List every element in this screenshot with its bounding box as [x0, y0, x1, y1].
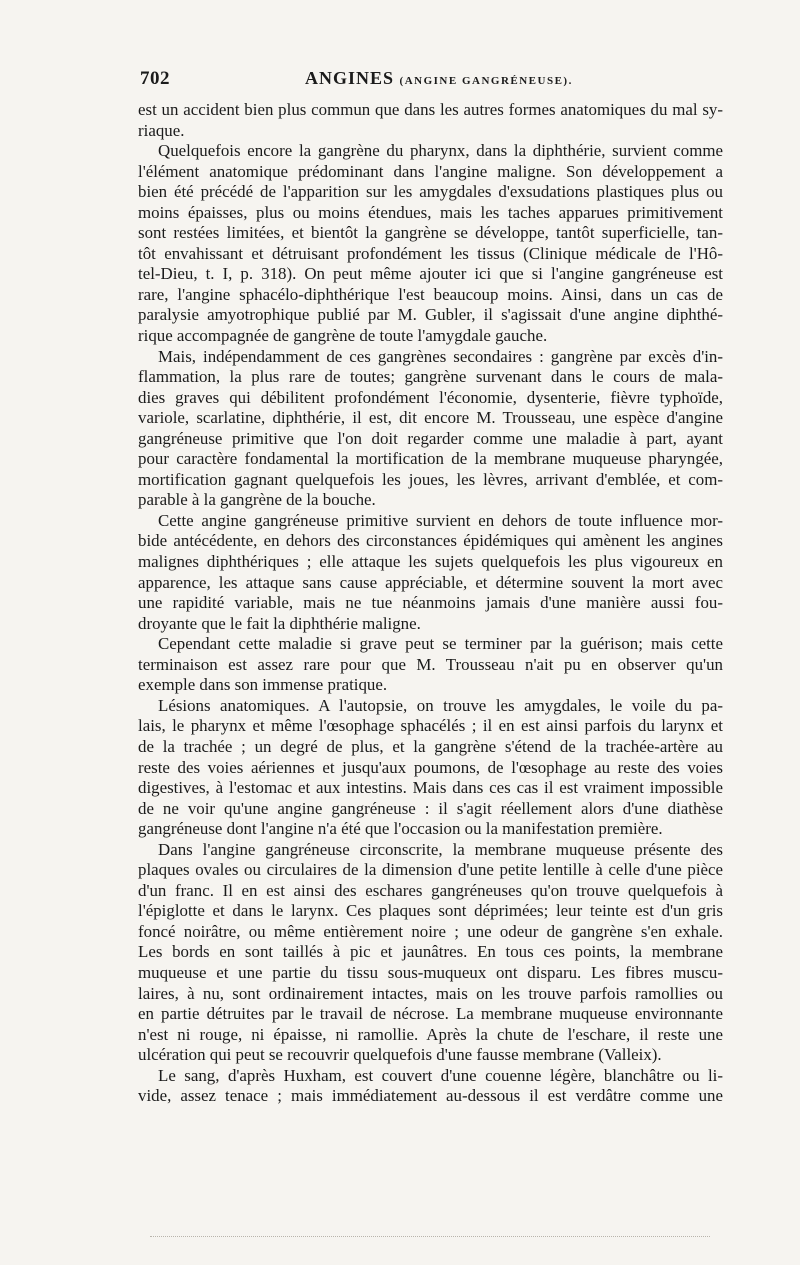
- text-line: en partie détruites par le travail de nécrose. La membrane muqueuse environnante: [138, 1004, 723, 1024]
- page-number: 702: [140, 68, 170, 89]
- text-line: Quelquefois encore la gangrène du pharynx, dans la diphthérie, survient comme: [158, 141, 723, 161]
- text-line: tôt envahissant et détruisant profondément les tissus (Clinique médicale de l'Hô-: [138, 243, 723, 263]
- body-text: [138, 100, 723, 1107]
- text-line: Dans l'angine gangréneuse circonscrite, la membrane muqueuse présente des: [158, 839, 723, 859]
- text-line: variole, scarlatine, diphthérie, il est, dit encore M. Trousseau, une espèce d'angine: [138, 408, 723, 428]
- text-line: gangréneuse dont l'angine n'a été que l'occasion ou la manifestation première.: [138, 819, 663, 839]
- text-line: l'élément anatomique prédominant dans l'angine maligne. Son développement a: [138, 161, 723, 181]
- text-line: l'épiglotte et dans le larynx. Ces plaques sont déprimées; leur teinte est d'un gris: [138, 901, 723, 921]
- text-line: dies graves qui débilitent profondément l'économie, dysenterie, fièvre typhoïde,: [138, 387, 723, 407]
- text-line: sont restées limitées, et bientôt la gangrène se développe, tantôt superficielle, tan-: [138, 223, 723, 243]
- text-line: bien été précédé de l'apparition sur les amygdales d'exsudations plastiques plus ou: [138, 182, 723, 202]
- running-title-main: ANGINES: [305, 68, 395, 88]
- text-line: tel-Dieu, t. I, p. 318). On peut même ajouter ici que si l'angine gangréneuse est: [138, 264, 723, 284]
- footer-rule: [150, 1236, 710, 1237]
- text-line: parable à la gangrène de la bouche.: [138, 490, 376, 510]
- text-line: exemple dans son immense pratique.: [138, 675, 388, 695]
- text-line: Cependant cette maladie si grave peut se terminer par la guérison; mais cette: [158, 634, 723, 654]
- running-title-subtitle: (ANGINE GANGRÉNEUSE).: [399, 75, 573, 87]
- text-line: droyante que le fait la diphthérie maligne.: [138, 613, 421, 633]
- text-line: muqueuse et une partie du tissu sous-muqueux ont disparu. Les fibres muscu-: [138, 962, 723, 982]
- text-line: riaque.: [138, 120, 185, 140]
- text-line: gangréneuse primitive que l'on doit regarder comme une maladie à part, ayant: [138, 428, 723, 448]
- text-line: Cette angine gangréneuse primitive survient en dehors de toute influence mor-: [158, 510, 723, 530]
- text-line: rique accompagnée de gangrène de toute l'amygdale gauche.: [138, 326, 548, 346]
- text-line: digestives, à l'estomac et aux intestins. Mais dans ces cas il est vraiment impossible: [138, 778, 723, 798]
- text-line: n'est ni rouge, ni épaisse, ni ramollie. Après la chute de l'eschare, il reste une: [138, 1024, 723, 1044]
- text-line: une rapidité variable, mais ne tue néanmoins jamais d'une manière aussi fou-: [138, 593, 723, 613]
- text-line: mortification gagnant quelquefois les joues, les lèvres, arrivant d'emblée, et com-: [138, 469, 723, 489]
- text-line: Les bords en sont taillés à pic et jaunâtres. En tous ces points, la membrane: [138, 942, 723, 962]
- text-line: flammation, la plus rare de toutes; gangrène survenant dans le cours de mala-: [138, 367, 723, 387]
- text-line: reste des voies aériennes et jusqu'aux poumons, de l'œsophage au reste des voies: [138, 757, 723, 777]
- text-line: malignes diphthériques ; elle attaque les sujets quelquefois les plus vigoureux en: [138, 552, 723, 572]
- text-line: d'un franc. Il en est ainsi des eschares gangréneuses qu'on trouve quelquefois à: [138, 880, 723, 900]
- text-line: de ne voir qu'une angine gangréneuse : il s'agit réellement alors d'une diathèse: [138, 798, 723, 818]
- text-line: lais, le pharynx et même l'œsophage sphacélés ; il en est ainsi parfois du larynx et: [138, 716, 723, 736]
- text-line: laires, à nu, sont ordinairement intactes, mais on les trouve parfois ramollies ou: [138, 983, 723, 1003]
- text-line: Mais, indépendamment de ces gangrènes secondaires : gangrène par excès d'in-: [158, 346, 723, 366]
- text-line: terminaison est assez rare pour que M. Trousseau n'ait pu en observer qu'un: [138, 654, 723, 674]
- text-line: vide, assez tenace ; mais immédiatement au-dessous il est verdâtre comme une: [138, 1086, 723, 1106]
- text-line: de la trachée ; un degré de plus, et la gangrène s'étend de la trachée-artère au: [138, 736, 723, 756]
- text-line: ulcération qui peut se recouvrir quelquefois d'une fausse membrane (Valleix).: [138, 1045, 662, 1065]
- text-line: plaques ovales ou circulaires de la dimension d'une petite lentille à celle d'une pièce: [138, 860, 723, 880]
- page-header: [140, 66, 720, 92]
- text-line: pour caractère fondamental la mortification de la membrane muqueuse pharyngée,: [138, 449, 723, 469]
- text-line: moins épaisses, plus ou moins étendues, mais les taches apparues primitivement: [138, 202, 723, 222]
- text-line: Lésions anatomiques. A l'autopsie, on trouve les amygdales, le voile du pa-: [158, 695, 723, 715]
- text-line: est un accident bien plus commun que dans les autres formes anatomiques du mal sy-: [138, 100, 723, 119]
- text-line: foncé noirâtre, ou même entièrement noire ; une odeur de gangrène s'en exhale.: [138, 921, 723, 941]
- text-line: bide antécédente, en dehors des circonstances épidémiques qui amènent les angines: [138, 531, 723, 551]
- text-line: Le sang, d'après Huxham, est couvert d'une couenne légère, blanchâtre ou li-: [158, 1065, 723, 1085]
- running-title: [305, 68, 573, 89]
- text-line: paralysie amyotrophique publié par M. Gubler, il s'agissait d'une angine diphthé-: [138, 305, 723, 325]
- text-line: apparence, les attaque sans cause appréciable, et détermine souvent la mort avec: [138, 572, 723, 592]
- text-line: rare, l'angine sphacélo-diphthérique l'est beaucoup moins. Ainsi, dans un cas de: [138, 284, 723, 304]
